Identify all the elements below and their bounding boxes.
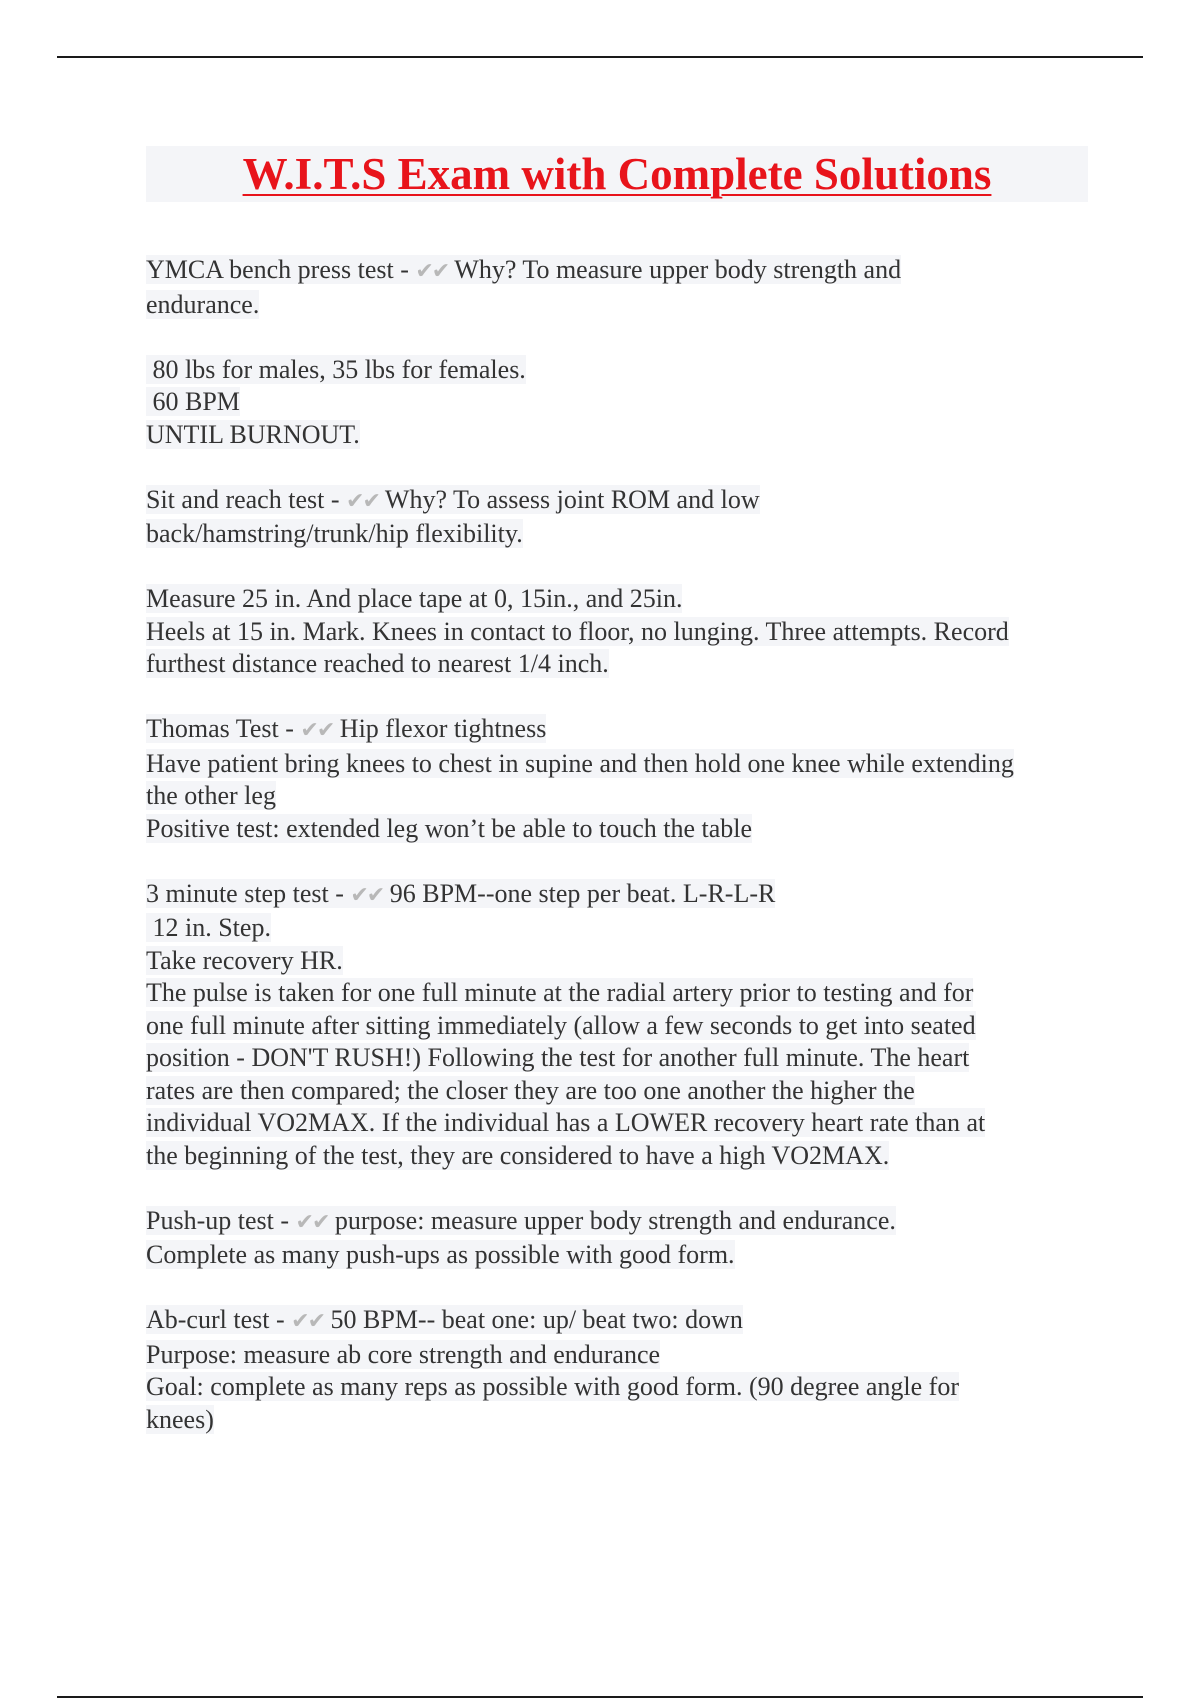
question-term: Sit and reach test: [146, 484, 325, 514]
answer-line: [146, 1371, 1096, 1404]
qa-paragraph: [146, 583, 1096, 681]
answer-line: [146, 748, 1096, 781]
title-band: [146, 146, 1088, 202]
double-check-icon: ✔✔: [300, 718, 334, 743]
question-line: [146, 1205, 1096, 1240]
question-term: Push-up test: [146, 1205, 274, 1235]
answer-line: [146, 1042, 1096, 1075]
top-rule: [57, 56, 1143, 58]
answer-line: [146, 1107, 1096, 1140]
answer-text: Why? To measure upper body strength and: [454, 255, 902, 284]
text-line: Heels at 15 in. Mark. Knees in contact to floor, no lunging. Three attempts. Record: [146, 616, 1009, 646]
answer-line: [146, 912, 1096, 945]
answer-text: knees): [146, 1404, 214, 1434]
answer-line: [146, 780, 1096, 813]
page-title: W.I.T.S Exam with Complete Solutions: [242, 149, 992, 199]
text-line: 80 lbs for males, 35 lbs for females.: [146, 354, 526, 384]
answer-line: [146, 1010, 1096, 1043]
document-body: [146, 254, 1096, 1469]
answer-line: [146, 813, 1096, 846]
answer-line: [146, 1404, 1096, 1437]
bottom-rule: [57, 1696, 1143, 1698]
question-line: [146, 1304, 1096, 1339]
separator: -: [269, 1305, 292, 1334]
text-line: Measure 25 in. And place tape at 0, 15in., and 25in.: [146, 584, 683, 613]
separator: -: [278, 714, 301, 743]
question-line: [146, 254, 1096, 289]
qa-paragraph: [146, 713, 1096, 845]
text-line: furthest distance reached to nearest 1/4 inch.: [146, 649, 609, 678]
question-line: [146, 878, 1096, 913]
answer-text: the beginning of the test, they are considered to have a high VO2MAX.: [146, 1140, 890, 1170]
answer-text: Hip flexor tightness: [339, 714, 547, 743]
double-check-icon: ✔✔: [295, 1209, 329, 1235]
answer-text: Goal: complete as many reps as possible with good form. (90 degree angle for: [146, 1372, 959, 1401]
answer-text: rates are then compared; the closer they are too one another the higher the: [146, 1075, 915, 1105]
text-line: UNTIL BURNOUT.: [146, 419, 360, 449]
text-line: 60 BPM: [146, 387, 240, 416]
answer-line: [146, 1239, 1096, 1272]
answer-text: back/hamstring/trunk/hip flexibility.: [146, 519, 523, 548]
answer-line: [146, 1075, 1096, 1108]
qa-paragraph: [146, 1304, 1096, 1436]
answer-text: purpose: measure upper body strength and endurance.: [334, 1205, 896, 1235]
question-line: [146, 713, 1096, 748]
double-check-icon: ✔✔: [346, 488, 379, 514]
answer-text: Have patient bring knees to chest in supine and then hold one knee while extending: [146, 748, 1014, 778]
answer-text: The pulse is taken for one full minute at the radial artery prior to testing and for: [146, 978, 974, 1007]
answer-line: [146, 945, 1096, 978]
answer-line: [146, 518, 1096, 551]
answer-line: [146, 289, 1096, 322]
double-check-icon: ✔✔: [291, 1309, 325, 1334]
answer-text: Take recovery HR.: [146, 945, 343, 975]
answer-text: 12 in. Step.: [146, 913, 271, 942]
question-term: YMCA bench press test: [146, 255, 394, 284]
answer-text: position - DON'T RUSH!) Following the test for another full minute. The heart: [146, 1043, 970, 1072]
answer-text: 96 BPM--one step per beat. L-R-L-R: [389, 878, 776, 908]
separator: -: [324, 484, 347, 514]
question-line: [146, 484, 1096, 519]
answer-text: individual VO2MAX. If the individual has a LOWER recovery heart rate than at: [146, 1108, 986, 1137]
qa-paragraph: [146, 484, 1096, 551]
answer-line: [146, 977, 1096, 1010]
qa-paragraph: [146, 1205, 1096, 1272]
separator: -: [273, 1205, 296, 1235]
qa-paragraph: [146, 878, 1096, 1173]
answer-text: endurance.: [146, 289, 260, 319]
question-term: Thomas Test: [146, 714, 279, 743]
answer-line: [146, 1339, 1096, 1372]
answer-text: 50 BPM-- beat one: up/ beat two: down: [330, 1305, 743, 1334]
qa-paragraph: [146, 354, 1096, 452]
separator: -: [393, 255, 416, 284]
answer-text: Why? To assess joint ROM and low: [384, 484, 760, 514]
question-term: 3 minute step test: [146, 878, 329, 908]
answer-text: one full minute after sitting immediately (allow a few seconds to get into seated: [146, 1010, 976, 1040]
answer-line: [146, 1140, 1096, 1173]
question-term: Ab-curl test: [146, 1305, 270, 1334]
answer-text: Complete as many push-ups as possible with good form.: [146, 1240, 735, 1269]
separator: -: [328, 878, 351, 908]
answer-text: Purpose: measure ab core strength and endurance: [146, 1339, 661, 1369]
answer-text: the other leg: [146, 781, 276, 810]
qa-paragraph: [146, 254, 1096, 321]
double-check-icon: ✔✔: [415, 259, 449, 284]
answer-text: Positive test: extended leg won’t be able to touch the table: [146, 813, 753, 843]
double-check-icon: ✔✔: [350, 882, 384, 908]
